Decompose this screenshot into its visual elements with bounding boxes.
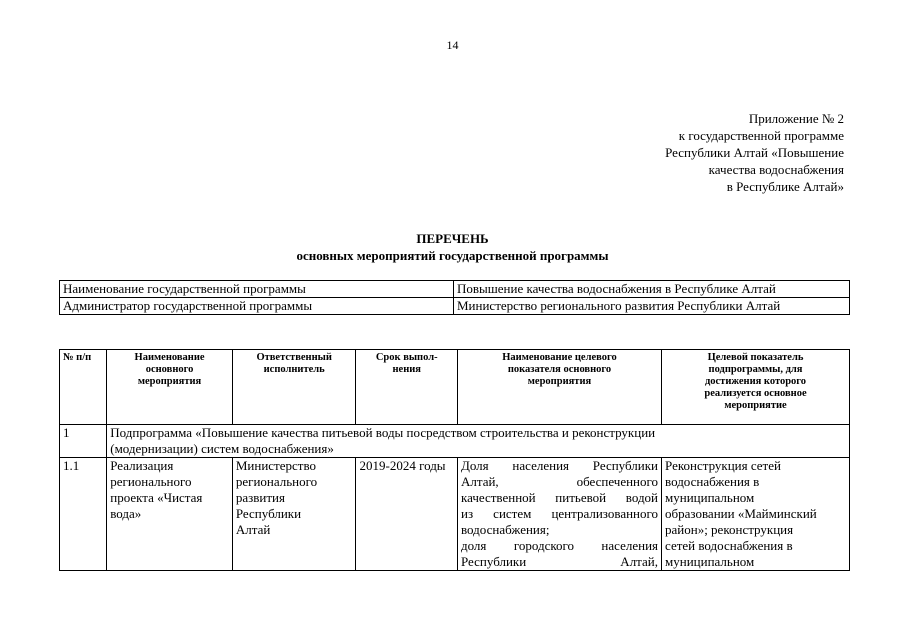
header-num: № п/п [60,350,107,425]
document-subtitle: основных мероприятий государственной программы [296,248,609,263]
header-event-name: Наименование основного мероприятия [107,350,233,425]
page-number: 14 [446,38,459,52]
subprogram-indicator-cell: Реконструкция сетей водоснабжения в муниципальном образовании «Майминский район»; реконструкция сетей водоснабжения в муниципальном [662,458,850,571]
table-row [60,298,850,315]
term-cell: 2019-2024 годы [356,458,458,571]
info-value: Министерство регионального развития Республики Алтай [454,298,850,315]
header-target-indicator: Наименование целевого показателя основного мероприятия [457,350,661,425]
table-header-row [60,350,850,425]
document-title: ПЕРЕЧЕНЬ [416,231,489,246]
row-num: 1.1 [60,458,107,571]
appendix-line: Приложение № 2 [748,111,844,126]
subprogram-title: Подпрограмма «Повышение качества питьевой воды посредством строительства и реконструкции (модернизации) систем водоснабжения» [107,425,850,458]
header-executor: Ответственный исполнитель [232,350,356,425]
appendix-line: к государственной программе [678,128,844,143]
table-row [60,281,850,298]
program-info-table [59,280,850,315]
event-name-cell: Реализация регионального проекта «Чистая вода» [107,458,233,571]
appendix-line: в Республике Алтай» [726,179,844,194]
subprogram-row [60,425,850,458]
row-num: 1 [60,425,107,458]
header-subprogram-indicator: Целевой показатель подпрограммы, для достижения которого реализуется основное мероприятие [662,350,850,425]
table-row [60,458,850,571]
appendix-note [600,110,844,195]
events-table [59,349,850,571]
appendix-line: Республики Алтай «Повышение [665,145,844,160]
executor-cell: Министерство регионального развития Республики Алтай [232,458,356,571]
header-term: Срок выпол- нения [356,350,458,425]
info-label: Администратор государственной программы [60,298,454,315]
appendix-line: качества водоснабжения [708,162,844,177]
document-title-block [0,230,905,264]
info-value: Повышение качества водоснабжения в Республике Алтай [454,281,850,298]
info-label: Наименование государственной программы [60,281,454,298]
target-indicator-cell: Доля населения Республики Алтай, обеспеченного качественной питьевой водой из систем централизованного водоснабжения; доля городского населения Республики Алтай, [457,458,661,571]
